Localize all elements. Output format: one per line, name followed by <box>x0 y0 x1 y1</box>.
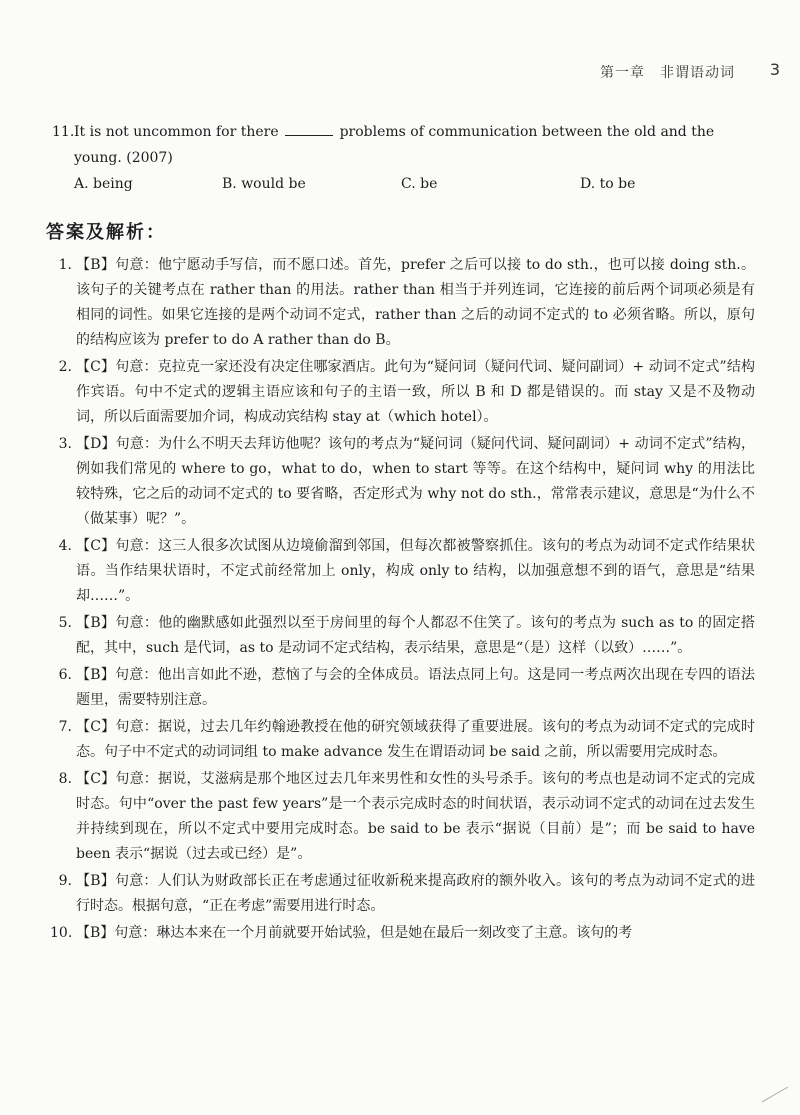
answer-text: 【B】句意：他的幽默感如此强烈以至于房间里的每个人都忍不住笑了。该句的考点为 such as to 的固定搭配，其中，such 是代词，as to 是动词不定式结构，表示结果，意思是“（是）这样（以致）……”。 <box>76 615 755 656</box>
option-c: C. be <box>401 176 438 192</box>
answer-number: 6. <box>58 667 72 683</box>
answer-number: 4. <box>58 538 72 554</box>
answer-item <box>50 715 755 765</box>
chapter-title: 第一章 非谓语动词 <box>600 65 735 81</box>
answer-item <box>50 663 755 713</box>
page-number: 3 <box>769 60 780 79</box>
question-11 <box>52 119 752 197</box>
answer-number: 2. <box>58 359 72 375</box>
answer-number: 7. <box>58 719 72 735</box>
scan-mark <box>762 1087 788 1103</box>
question-stem <box>52 119 752 171</box>
answer-number: 9. <box>58 873 72 889</box>
answer-text: 【C】句意：据说，过去几年约翰逊教授在他的研究领域获得了重要进展。该句的考点为动词不定式的完成时态。句子中不定式的动词词组 to make advance 发生在谓语动词 be said 之前，所以需要用完成时态。 <box>76 719 755 760</box>
stem-after: problems of communication between the old and the young. (2007) <box>74 124 715 166</box>
option-a: A. being <box>74 176 133 192</box>
answer-number: 1. <box>58 257 72 273</box>
answer-number: 3. <box>58 436 72 452</box>
answer-number: 5. <box>58 615 72 631</box>
answer-text: 【C】句意：据说，艾滋病是那个地区过去几年来男性和女性的头号杀手。该句的考点也是动词不定式的完成时态。句中“over the past few years”是一个表示完成时态的时间状语，表示动词不定式的动词在过去发生并持续到现在，所以不定式中要用完成时态。be said to be 表示“据说（目前）是”；而 be said to have been 表示“据说（过去或已经）是”。 <box>76 771 755 862</box>
answers-list <box>50 253 755 948</box>
answers-section-title: 答案及解析： <box>46 222 166 243</box>
answer-number: 10. <box>50 925 73 941</box>
answer-text: 【B】句意：琳达本来在一个月前就要开始试验，但是她在最后一刻改变了主意。该句的考 <box>76 925 633 941</box>
answer-text: 【B】句意：他出言如此不逊，惹恼了与会的全体成员。语法点同上句。这是同一考点两次出现在专四的语法题里，需要特别注意。 <box>76 667 755 708</box>
answer-blank <box>285 121 333 136</box>
answer-item <box>50 534 755 609</box>
answer-text: 【B】句意：他宁愿动手写信，而不愿口述。首先，prefer 之后可以接 to do sth.，也可以接 doing sth.。该句子的关键考点在 rather than 的用法。rather than 相当于并列连词，它连接的前后两个词项必须是有相同的词性。如果它连接的是两个动词不定式，rather than 之后的动词不定式的 to 必须省略。所以，原句的结构应该为 prefer to do A rather than do B。 <box>76 257 755 348</box>
answer-number: 8. <box>58 771 72 787</box>
question-number: 11. <box>52 124 75 140</box>
answer-text: 【C】句意：克拉克一家还没有决定住哪家酒店。此句为“疑问词（疑问代词、疑问副词）+ 动词不定式”结构作宾语。句中不定式的逻辑主语应该和句子的主语一致，所以 B 和 D 都是错误的。而 stay 又是不及物动词，所以后面需要加介词，构成动宾结构 stay at（which hotel）。 <box>76 359 755 425</box>
answer-item <box>50 767 755 867</box>
option-d: D. to be <box>580 176 636 192</box>
answer-item <box>50 869 755 919</box>
answer-text: 【C】句意：这三人很多次试图从边境偷溜到邻国，但每次都被警察抓住。该句的考点为动词不定式作结果状语。当作结果状语时，不定式前经常加上 only，构成 only to 结构，以加强意想不到的语气，意思是“结果却……”。 <box>76 538 755 604</box>
stem-before: It is not uncommon for there <box>74 124 279 140</box>
answer-item <box>50 253 755 353</box>
answer-text: 【B】句意：人们认为财政部长正在考虑通过征收新税来提高政府的额外收入。该句的考点为动词不定式的进行时态。根据句意，“正在考虑”需要用进行时态。 <box>76 873 755 914</box>
answer-text: 【D】句意：为什么不明天去拜访他呢？该句的考点为“疑问词（疑问代词、疑问副词）+ 动词不定式”结构，例如我们常见的 where to go，what to do，when to start 等等。在这个结构中，疑问词 why 的用法比较特殊，它之后的动词不定式的 to 要省略，否定形式为 why not do sth.，常常表示建议，意思是“为什么不（做某事）呢？”。 <box>76 436 755 527</box>
option-b: B. would be <box>222 176 306 192</box>
options-row <box>74 171 752 197</box>
answer-item <box>50 921 755 946</box>
page-header <box>0 62 800 84</box>
answer-item <box>50 355 755 430</box>
answer-item <box>50 432 755 532</box>
answer-item <box>50 611 755 661</box>
